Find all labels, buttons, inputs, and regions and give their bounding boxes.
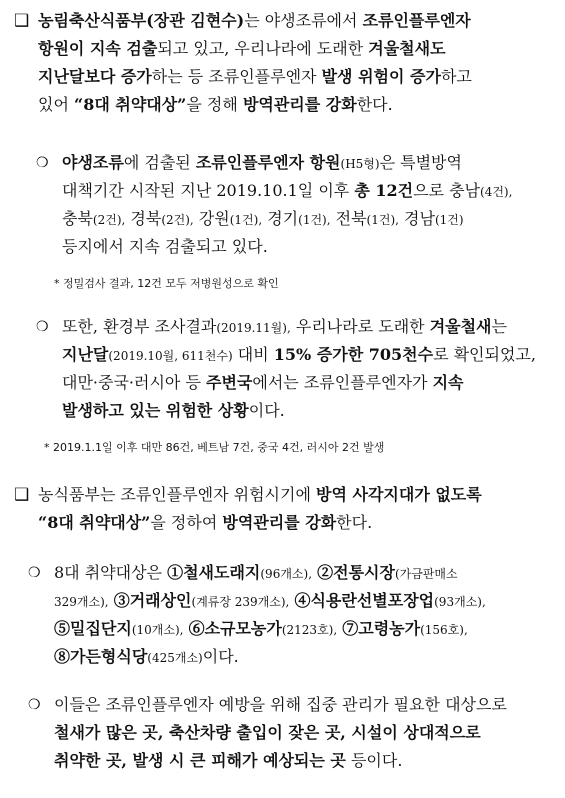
text-run: 항원이 지속 검출 — [38, 39, 158, 58]
text-run: (2건), — [161, 213, 194, 227]
text-run: (2019.10월, 611천수) — [108, 349, 233, 363]
text-run: 철새가 많은 곳, 축산차량 출입이 잦은 곳, 시설이 상대적으로 — [54, 723, 481, 742]
text-run: 경기 — [262, 209, 299, 228]
text-run: 조류인플루엔자 항원 — [195, 153, 341, 172]
text-run: (10개소), — [131, 623, 184, 637]
text-line — [54, 618, 468, 641]
text-line — [62, 400, 285, 422]
footnote: * 정밀검사 결과, 12건 모두 저병원성으로 확인 — [54, 277, 279, 290]
text-run: (계류장 239개소), — [191, 595, 290, 609]
text-line — [38, 66, 472, 88]
text-run: 에 검출된 — [123, 153, 196, 172]
text-line — [62, 152, 462, 175]
text-run: ③거래상인 — [113, 591, 192, 610]
text-run: 방역관리를 강화 — [242, 95, 357, 114]
text-run: 는 — [491, 317, 507, 336]
text-run: 있어 — [38, 95, 74, 114]
text-line — [54, 562, 458, 585]
text-run: 한다. — [336, 513, 373, 532]
text-run: (1건), — [298, 213, 331, 227]
circle-bullet-icon: ❍ — [28, 565, 41, 581]
text-run: 8대 취약대상은 — [54, 563, 168, 582]
text-line — [62, 316, 507, 339]
text-run: 방역관리를 강화 — [222, 513, 337, 532]
text-line — [38, 38, 446, 60]
text-run: 등이다. — [345, 751, 403, 770]
text-run: 되고 있고, 우리나라에 도래한 — [157, 39, 369, 58]
text-line — [54, 694, 507, 716]
text-run: 하는 등 조류인플루엔자 — [151, 67, 322, 86]
circle-bullet-icon: ❍ — [28, 697, 41, 713]
text-run: (H5형) — [340, 157, 380, 171]
text-run: 지속 — [432, 373, 464, 392]
text-line — [38, 484, 482, 506]
text-run: 한다. — [356, 95, 393, 114]
text-line — [38, 94, 393, 116]
text-run: (93개소), — [434, 595, 486, 609]
text-run: (2건), — [92, 213, 126, 227]
text-line — [38, 10, 471, 32]
text-run: 또한, 환경부 조사결과 — [62, 317, 217, 336]
text-run: 15% 증가한 705천수 — [273, 345, 434, 364]
text-line — [54, 590, 486, 613]
text-run: ④식용란선별포장업 — [294, 591, 435, 610]
text-run: 발생하고 있는 위험한 상황 — [62, 401, 249, 420]
text-run: (가금판매소 — [394, 567, 458, 581]
text-run: 대만·중국·러시아 등 — [62, 373, 206, 392]
text-run: 주변국 — [206, 373, 253, 392]
text-run: 이다. — [202, 647, 239, 666]
text-line — [62, 372, 464, 394]
text-run: 우리나라로 도래한 — [290, 317, 430, 336]
square-bullet-icon: ❑ — [14, 485, 30, 505]
text-run: (4건), — [480, 185, 513, 199]
text-run: 경남 — [398, 209, 435, 228]
text-run: 강원 — [193, 209, 230, 228]
text-run: 총 12건 — [354, 181, 414, 200]
text-run: 이들은 조류인플루엔자 예방을 위해 집중 관리가 필요한 대상으로 — [54, 695, 507, 714]
text-run: 은 특별방역 — [379, 153, 462, 172]
text-run: 로 확인되었고, — [433, 345, 536, 364]
text-run: 농식품부는 조류인플루엔자 위험시기에 — [38, 485, 317, 504]
text-run: “8대 취약대상” — [38, 513, 151, 532]
text-run: 으로 충남 — [413, 181, 481, 200]
text-line — [54, 750, 402, 772]
text-run: 농림축산식품부(장관 김현수) — [38, 11, 245, 30]
text-run: (2019.11월), — [216, 321, 291, 335]
text-run: 을 정하여 — [150, 513, 223, 532]
text-run: 에서는 조류인플루엔자가 — [252, 373, 433, 392]
text-run: 겨울철새도 — [368, 39, 446, 58]
square-bullet-icon: ❑ — [14, 11, 30, 31]
text-run: 취약한 곳, 발생 시 큰 피해가 예상되는 곳 — [54, 751, 346, 770]
text-run: 이다. — [248, 401, 285, 420]
text-run: 하고 — [440, 67, 472, 86]
text-run: 조류인플루엔자 — [362, 11, 471, 30]
text-run: 지난달 — [62, 345, 109, 364]
text-run: “8대 취약대상” — [74, 95, 187, 114]
text-run: (1건), — [366, 213, 399, 227]
text-run: 대책기간 시작된 지난 2019.10.1일 이후 — [62, 181, 355, 200]
text-run: ⑧가든형식당 — [54, 647, 148, 666]
text-run: ⑥소규모농가 — [188, 619, 282, 638]
text-run: (1건), — [229, 213, 263, 227]
text-line — [62, 236, 268, 258]
text-line — [62, 180, 512, 203]
text-run: 대비 — [232, 345, 274, 364]
text-line — [62, 208, 464, 231]
circle-bullet-icon: ❍ — [36, 155, 49, 171]
text-run: 지난달보다 증가 — [38, 67, 152, 86]
circle-bullet-icon: ❍ — [36, 319, 49, 335]
text-run: (2123호), — [281, 623, 338, 637]
text-run: (96개소), — [260, 567, 313, 581]
text-run: 는 야생조류에서 — [244, 11, 363, 30]
text-run: 329개소), — [54, 595, 109, 609]
text-run: (156호), — [420, 623, 468, 637]
text-run: 야생조류 — [62, 153, 124, 172]
text-run: ②전통시장 — [317, 563, 395, 582]
text-run: (1건) — [434, 213, 464, 227]
text-run: 방역 사각지대가 없도록 — [316, 485, 482, 504]
text-line — [54, 646, 239, 669]
text-run: ①철새도래지 — [167, 563, 261, 582]
text-line — [38, 512, 372, 534]
text-run: ⑤밀집단지 — [54, 619, 132, 638]
text-run: (425개소) — [147, 651, 203, 665]
text-run: 을 정해 — [186, 95, 243, 114]
text-run: 충북 — [62, 209, 93, 228]
text-line — [54, 722, 481, 744]
text-run: 경북 — [125, 209, 162, 228]
text-run: 등지에서 지속 검출되고 있다. — [62, 237, 268, 256]
text-line — [62, 344, 536, 367]
text-run: 발생 위험이 증가 — [321, 67, 441, 86]
text-run: 겨울철새 — [429, 317, 492, 336]
text-run: 전북 — [330, 209, 367, 228]
footnote: * 2019.1.1일 이후 대만 86건, 베트남 7건, 중국 4건, 러시아 2건 발생 — [44, 441, 385, 454]
text-run: ⑦고령농가 — [342, 619, 421, 638]
